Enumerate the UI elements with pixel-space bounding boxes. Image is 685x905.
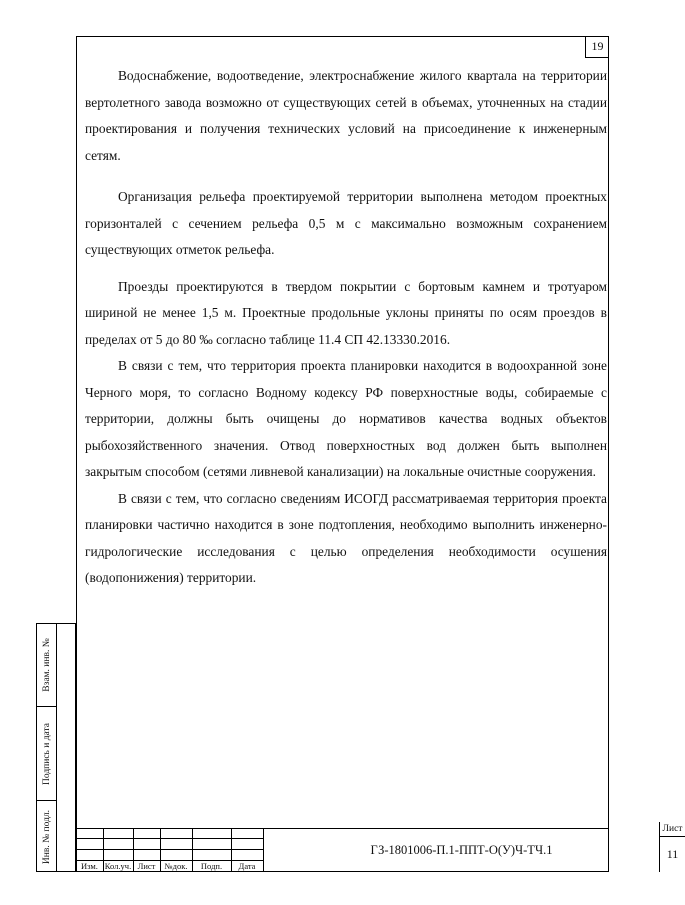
page-number: 19 bbox=[585, 36, 609, 58]
revision-grid bbox=[76, 828, 263, 872]
paragraph-water-supply: Водоснабжение, водоотведение, электроснабжение жилого квартала на территории вертолетного завода возможно от существующих сетей в объемах, уточненных на стадии проектирования и получения технических условий на присоединение к инженерным сетям. bbox=[85, 68, 607, 163]
header-izm: Изм. bbox=[81, 861, 98, 871]
header-podp: Подп. bbox=[200, 861, 223, 871]
podpis-cell bbox=[37, 707, 56, 801]
header-data: Дата bbox=[238, 861, 256, 871]
paragraph-driveways: Проезды проектируются в твердом покрытии с бортовым камнем и тротуаром шириной не менее 1,5 м. Проектные продольные уклоны приняты по осям проездов в пределах от 5 до 80 ‰ согласно таблице 11.4 СП 42.13330.2016. bbox=[85, 278, 607, 347]
paragraph-water-protection: В связи с тем, что территория проекта планировки находится в водоохранной зоне Черного моря, то согласно Водному кодексу РФ поверхностные воды, собираемые с территории, должны быть очищены до нормативов качества водных объектов рыбохозяйственного значения. Отвод поверхностных вод должен быть выполнен закрытым способом (сетями ливневой канализации) на локальные очистные сооружения. bbox=[85, 358, 607, 479]
grid-line bbox=[76, 849, 263, 850]
inv-podl-label: Инв. № подл. bbox=[41, 809, 52, 865]
header-list: Лист bbox=[137, 861, 156, 871]
inv-podl-cell bbox=[37, 801, 56, 873]
grid-line bbox=[76, 838, 263, 839]
sheet-label: Лист bbox=[660, 822, 685, 837]
paragraph-flooding: В связи с тем, что согласно сведениям ИСОГД рассматриваемая территория проекта планировки частично находится в зоне подтопления, необходимо выполнить инженерно-гидрологические исследования с целью определения необходимости осушения (водопонижения) территории. bbox=[85, 490, 607, 585]
sheet-box bbox=[659, 822, 685, 872]
side-stamp bbox=[36, 623, 76, 872]
vzam-inv-label: Взам. инв. № bbox=[41, 638, 52, 692]
document-code: ГЗ-1801006-П.1-ППТ-О(У)Ч-ТЧ.1 bbox=[263, 828, 659, 872]
vzam-inv-cell bbox=[37, 624, 56, 707]
title-block bbox=[76, 824, 683, 872]
paragraph-relief: Организация рельефа проектируемой территории выполнена методом проектных горизонталей с сечением рельефа 0,5 м с максимально возможным сохранением существующих отметок рельефа. bbox=[85, 189, 607, 257]
header-kol-uch: Кол.уч. bbox=[104, 861, 132, 871]
header-ndok: №док. bbox=[164, 861, 188, 871]
side-stamp-labels bbox=[37, 624, 57, 871]
sheet-number: 11 bbox=[666, 847, 679, 861]
document-body bbox=[85, 63, 607, 592]
podpis-label: Подпись и дата bbox=[41, 722, 52, 785]
